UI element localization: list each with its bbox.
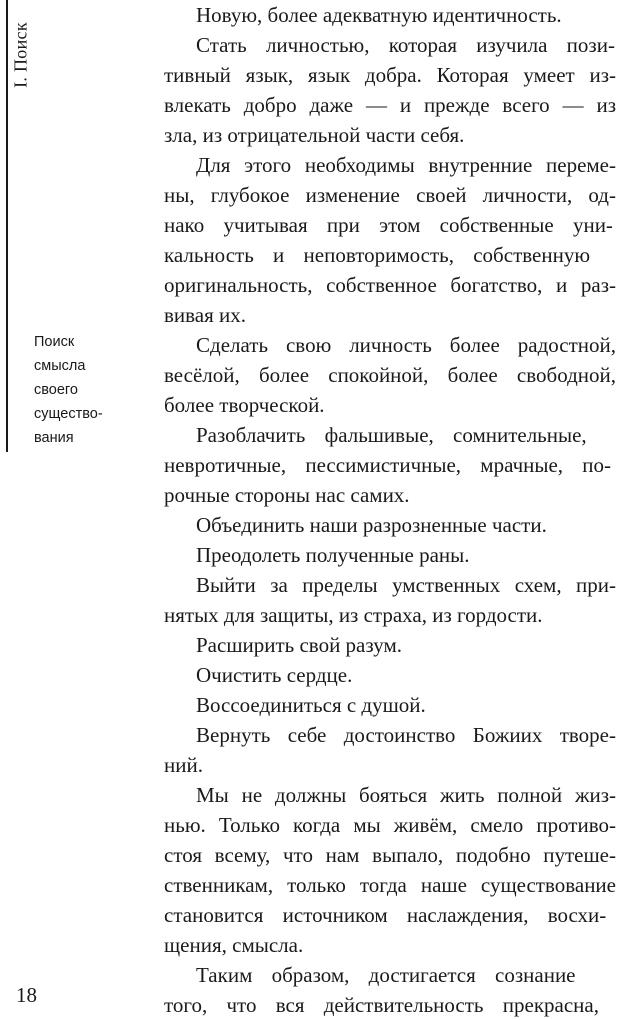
text-line: Для этого необходимы внутренние переме- — [196, 153, 616, 177]
text-line: Стать личностью, которая изучила пози- — [196, 33, 615, 57]
margin-note — [34, 330, 144, 450]
text-line: нью. Только когда мы живём, смело противо- — [164, 813, 616, 837]
margin-note-line: своего — [34, 382, 78, 398]
text-line: влекать добро даже — и прежде всего — из — [164, 93, 616, 117]
running-head — [0, 0, 42, 110]
text-line: ний. — [164, 753, 203, 777]
text-line: Расширить свой разум. — [196, 633, 402, 657]
text-line: нако учитывая при этом собственные уни- — [164, 213, 613, 237]
text-line: ны, глубокое изменение своей личности, од- — [164, 183, 616, 207]
text-line: Преодолеть полученные раны. — [196, 543, 470, 567]
text-line: Выйти за пределы умственных схем, при- — [196, 573, 616, 597]
text-line: тивный язык, язык добра. Которая умеет из- — [164, 63, 616, 87]
text-line: кальность и неповторимость, собственную — [164, 243, 591, 267]
text-line: вивая их. — [164, 303, 247, 327]
text-line: Разоблачить фальшивые, сомнительные, — [196, 423, 587, 447]
text-line: Сделать свою личность более радостной, — [196, 333, 616, 357]
running-head-text: I. Поиск — [10, 22, 31, 88]
text-line: невротичные, пессимистичные, мрачные, по- — [164, 453, 612, 477]
text-line: Объединить наши разрозненные части. — [196, 513, 547, 537]
text-line: становится источником наслаждения, восхи- — [164, 903, 607, 927]
text-line: оригинальность, собственное богатство, и раз- — [164, 273, 616, 297]
text-line: Очистить сердце. — [196, 663, 353, 687]
page-number: 18 — [16, 983, 37, 1007]
text-line: нятых для защиты, из страха, из гордости. — [164, 603, 543, 627]
margin-note-line: вания — [34, 430, 74, 446]
text-line: Мы не должны бояться жить полной жиз- — [196, 783, 616, 807]
text-line: зла, из отрицательной части себя. — [164, 123, 465, 147]
text-line: стоя всему, что нам выпало, подобно путеше- — [164, 843, 616, 867]
text-line: щения, смысла. — [164, 933, 304, 957]
text-line: более творческой. — [164, 393, 325, 417]
text-line: Новую, более адекватную идентичность. — [196, 3, 562, 27]
body-text — [164, 0, 616, 1020]
text-line: Воссоединиться с душой. — [196, 693, 426, 717]
margin-note-line: смысла — [34, 358, 86, 374]
text-line: Таким образом, достигается сознание — [196, 963, 576, 987]
text-line: того, что вся действительность прекрасна, — [164, 993, 599, 1017]
margin-note-line: существо- — [34, 406, 103, 422]
text-line: Вернуть себе достоинство Божиих творе- — [196, 723, 616, 747]
margin-note-line: Поиск — [34, 334, 75, 350]
text-line: рочные стороны нас самих. — [164, 483, 410, 507]
text-line: весёлой, более спокойной, более свободной, — [164, 363, 616, 387]
text-line: ственникам, только тогда наше существование — [164, 873, 616, 897]
